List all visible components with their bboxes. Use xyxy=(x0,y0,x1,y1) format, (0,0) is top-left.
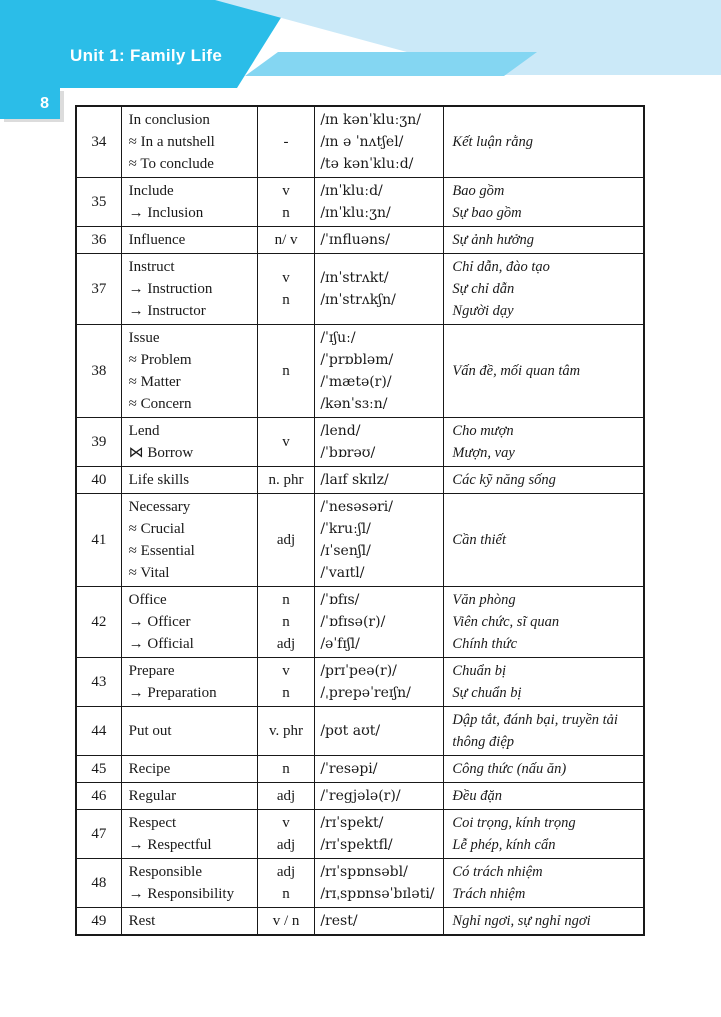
cell-words-line: ≈ To conclude xyxy=(128,156,214,172)
cell-words-line: In conclusion xyxy=(128,112,210,128)
cell-ipa-line: /ˈprɒbləm/ xyxy=(320,352,394,368)
cell-words-line: Responsible xyxy=(128,864,203,880)
cell-pos-line: adj xyxy=(276,532,296,548)
cell-ipa xyxy=(315,325,444,417)
cell-number xyxy=(77,227,122,253)
table-row xyxy=(77,783,643,810)
cell-meaning xyxy=(444,756,643,782)
cell-pos-line: n. phr xyxy=(268,472,304,488)
cell-words-line: Prepare xyxy=(128,663,175,679)
cell-meaning-line: Kết luận rằng xyxy=(452,134,533,150)
cell-number-line: 37 xyxy=(91,281,107,297)
cell-pos xyxy=(258,178,316,226)
cell-pos-line: adj xyxy=(276,864,296,880)
cell-ipa xyxy=(315,587,444,657)
unit-title: Unit 1: Family Life xyxy=(70,46,223,65)
cell-pos-line: v xyxy=(282,434,290,450)
cell-ipa xyxy=(315,467,444,493)
cell-meaning xyxy=(444,587,643,657)
table-row xyxy=(77,658,643,707)
cell-number-line: 34 xyxy=(91,134,107,150)
cell-words-line: → Instruction xyxy=(128,281,213,297)
cell-ipa-line: /ɪnˈstrʌkʃn/ xyxy=(320,292,396,308)
cell-words-line: ≈ Concern xyxy=(128,396,192,412)
cell-pos-line: - xyxy=(283,134,289,150)
cell-words-line: → Official xyxy=(128,636,194,652)
cell-words-line: → Officer xyxy=(128,614,191,630)
cell-pos xyxy=(258,587,316,657)
cell-meaning-line: Mượn, vay xyxy=(452,445,515,461)
cell-number xyxy=(77,707,122,755)
cell-number xyxy=(77,494,122,586)
cell-number xyxy=(77,178,122,226)
cell-words xyxy=(122,859,258,907)
cell-words xyxy=(122,227,258,253)
cell-ipa xyxy=(315,908,444,934)
cell-meaning xyxy=(444,810,643,858)
cell-pos xyxy=(258,107,316,177)
cell-meaning xyxy=(444,107,643,177)
table-row xyxy=(77,756,643,783)
cell-words-line: ≈ Problem xyxy=(128,352,192,368)
table-row xyxy=(77,810,643,859)
table-row xyxy=(77,707,643,756)
cell-ipa-line: /ɪnˈkluːʒn/ xyxy=(320,205,391,221)
cell-words xyxy=(122,756,258,782)
cell-ipa-line: /rɪˈspektfl/ xyxy=(320,837,393,853)
cell-words-line: → Responsibility xyxy=(128,886,235,902)
cell-number-line: 44 xyxy=(91,723,107,739)
table-row xyxy=(77,494,643,587)
cell-ipa-line: /laɪf skɪlz/ xyxy=(320,472,389,488)
cell-ipa xyxy=(315,783,444,809)
cell-pos-line: n/ v xyxy=(274,232,298,248)
cell-ipa-line: /rɪˈspɒnsəbl/ xyxy=(320,864,408,880)
cell-meaning-line: Văn phòng xyxy=(452,592,516,608)
cell-words xyxy=(122,658,258,706)
cell-number xyxy=(77,467,122,493)
cell-words xyxy=(122,418,258,466)
cell-number xyxy=(77,908,122,934)
table-row xyxy=(77,325,643,418)
cell-ipa xyxy=(315,859,444,907)
cell-meaning-line: Bao gồm xyxy=(452,183,505,199)
cell-number xyxy=(77,418,122,466)
cell-ipa-line: /ɪn ə ˈnʌtʃel/ xyxy=(320,134,404,150)
cell-meaning xyxy=(444,494,643,586)
cell-number-line: 39 xyxy=(91,434,107,450)
cell-number xyxy=(77,756,122,782)
cell-ipa-line: /prɪˈpeə(r)/ xyxy=(320,663,397,679)
cell-meaning-line: Cho mượn xyxy=(452,423,514,439)
cell-ipa xyxy=(315,254,444,324)
cell-pos-line: n xyxy=(282,614,290,630)
cell-meaning xyxy=(444,178,643,226)
cell-ipa-line: /rɪˈspekt/ xyxy=(320,815,384,831)
cell-number xyxy=(77,783,122,809)
cell-meaning-line: Sự ảnh hưởng xyxy=(452,232,534,248)
cell-ipa xyxy=(315,810,444,858)
table-row xyxy=(77,107,643,178)
cell-words-line: → Respectful xyxy=(128,837,212,853)
cell-words-line: Respect xyxy=(128,815,177,831)
cell-ipa-line: /rɪˌspɒnsəˈbɪləti/ xyxy=(320,886,435,902)
cell-number-line: 48 xyxy=(91,875,107,891)
table-row xyxy=(77,467,643,494)
cell-meaning-line: Trách nhiệm xyxy=(452,886,526,902)
cell-pos-line: n xyxy=(282,205,290,221)
table-row xyxy=(77,418,643,467)
cell-pos xyxy=(258,494,316,586)
cell-meaning xyxy=(444,254,643,324)
table-row xyxy=(77,859,643,908)
cell-words-line: Rest xyxy=(128,913,156,929)
cell-meaning xyxy=(444,783,643,809)
cell-pos xyxy=(258,418,316,466)
page-number: 8 xyxy=(40,94,49,112)
cell-meaning-line: Cần thiết xyxy=(452,532,506,548)
cell-number-line: 40 xyxy=(91,472,107,488)
cell-pos-line: adj xyxy=(276,636,296,652)
cell-pos-line: n xyxy=(282,292,290,308)
cell-words xyxy=(122,494,258,586)
table-row xyxy=(77,587,643,658)
cell-words-line: ≈ Crucial xyxy=(128,521,185,537)
cell-pos-line: n xyxy=(282,886,290,902)
table-row xyxy=(77,178,643,227)
table-row xyxy=(77,254,643,325)
cell-meaning-line: Coi trọng, kính trọng xyxy=(452,815,576,831)
cell-ipa-line: /ˈvaɪtl/ xyxy=(320,565,365,581)
cell-words xyxy=(122,107,258,177)
cell-words xyxy=(122,325,258,417)
cell-pos xyxy=(258,810,316,858)
cell-pos-line: adj xyxy=(276,788,296,804)
cell-words-line: Necessary xyxy=(128,499,191,515)
cell-number-line: 35 xyxy=(91,194,107,210)
cell-words-line: → Inclusion xyxy=(128,205,204,221)
cell-words xyxy=(122,178,258,226)
cell-words-line: Regular xyxy=(128,788,177,804)
cell-ipa xyxy=(315,227,444,253)
cell-meaning-line: Sự chuẩn bị xyxy=(452,685,522,701)
cell-meaning-line: Chỉ dẫn, đào tạo xyxy=(452,259,550,275)
cell-ipa-line: /ˈɪʃuː/ xyxy=(320,330,356,346)
cell-words xyxy=(122,908,258,934)
cell-pos-line: n xyxy=(282,761,290,777)
cell-pos-line: adj xyxy=(276,837,296,853)
cell-words xyxy=(122,783,258,809)
cell-ipa-line: /tə kənˈkluːd/ xyxy=(320,156,414,172)
cell-pos-line: v xyxy=(282,663,290,679)
cell-pos xyxy=(258,783,316,809)
cell-ipa xyxy=(315,756,444,782)
cell-ipa-line: /lend/ xyxy=(320,423,361,439)
cell-pos xyxy=(258,756,316,782)
cell-meaning xyxy=(444,467,643,493)
cell-meaning xyxy=(444,418,643,466)
cell-words-line: Office xyxy=(128,592,167,608)
cell-words-line: Life skills xyxy=(128,472,190,488)
cell-meaning xyxy=(444,658,643,706)
cell-ipa-line: /ˈɒfɪs/ xyxy=(320,592,360,608)
cell-ipa-line: /ˈbɒrəʊ/ xyxy=(320,445,376,461)
cell-ipa xyxy=(315,494,444,586)
cell-words-line: ⋈ Borrow xyxy=(128,445,194,461)
cell-ipa-line: /ˈɪnfluəns/ xyxy=(320,232,390,248)
cell-meaning xyxy=(444,227,643,253)
cell-meaning-line: Đều đặn xyxy=(452,788,502,804)
cell-pos-line: v. phr xyxy=(269,723,304,739)
cell-pos-line: n xyxy=(282,685,290,701)
cell-pos xyxy=(258,658,316,706)
cell-ipa-line: /pʊt aʊt/ xyxy=(320,723,381,739)
cell-meaning xyxy=(444,859,643,907)
cell-number xyxy=(77,810,122,858)
cell-words-line: Put out xyxy=(128,723,172,739)
cell-ipa-line: /ˈregjələ(r)/ xyxy=(320,788,401,804)
header-mid-blue-stripe xyxy=(245,52,537,76)
cell-number-line: 41 xyxy=(91,532,107,548)
cell-ipa-line: /ˈmætə(r)/ xyxy=(320,374,392,390)
cell-meaning-line: Sự bao gồm xyxy=(452,205,522,221)
cell-number-line: 46 xyxy=(91,788,107,804)
cell-meaning-line: Người dạy xyxy=(452,303,514,319)
cell-words-line: Include xyxy=(128,183,174,199)
cell-meaning-line: Nghỉ ngơi, sự nghỉ ngơi xyxy=(452,913,591,929)
cell-meaning-line: Có trách nhiệm xyxy=(452,864,543,880)
cell-meaning xyxy=(444,908,643,934)
cell-meaning xyxy=(444,325,643,417)
table-row xyxy=(77,227,643,254)
cell-words xyxy=(122,587,258,657)
cell-ipa xyxy=(315,107,444,177)
cell-ipa-line: /ˈɒfɪsə(r)/ xyxy=(320,614,386,630)
cell-pos-line: v / n xyxy=(272,913,300,929)
cell-ipa xyxy=(315,418,444,466)
cell-number xyxy=(77,254,122,324)
cell-number-line: 47 xyxy=(91,826,107,842)
cell-ipa-line: /rest/ xyxy=(320,913,358,929)
cell-number xyxy=(77,658,122,706)
cell-words xyxy=(122,254,258,324)
cell-words-line: Influence xyxy=(128,232,186,248)
cell-ipa-line: /əˈfɪʃl/ xyxy=(320,636,360,652)
cell-number-line: 36 xyxy=(91,232,107,248)
cell-words-line: → Instructor xyxy=(128,303,206,319)
cell-pos xyxy=(258,707,316,755)
cell-words-line: ≈ Vital xyxy=(128,565,170,581)
cell-meaning-line: Chính thức xyxy=(452,636,518,652)
cell-words xyxy=(122,467,258,493)
cell-ipa xyxy=(315,178,444,226)
cell-pos xyxy=(258,254,316,324)
cell-pos xyxy=(258,227,316,253)
cell-number xyxy=(77,587,122,657)
page-number-badge xyxy=(0,88,60,119)
cell-words xyxy=(122,707,258,755)
cell-words-line: → Preparation xyxy=(128,685,217,701)
cell-number xyxy=(77,859,122,907)
cell-ipa xyxy=(315,707,444,755)
cell-pos-line: v xyxy=(282,270,290,286)
cell-number xyxy=(77,107,122,177)
cell-meaning xyxy=(444,707,643,755)
cell-meaning-line: Công thức (nấu ăn) xyxy=(452,761,567,777)
cell-ipa-line: /ˈnesəsəri/ xyxy=(320,499,394,515)
cell-ipa-line: /ɪˈsenʃl/ xyxy=(320,543,371,559)
cell-pos-line: v xyxy=(282,815,290,831)
cell-meaning-line: Vấn đề, mối quan tâm xyxy=(452,363,581,379)
cell-words xyxy=(122,810,258,858)
cell-ipa-line: /ˌprepəˈreɪʃn/ xyxy=(320,685,411,701)
cell-words-line: Instruct xyxy=(128,259,175,275)
table-row xyxy=(77,908,643,934)
cell-words-line: ≈ In a nutshell xyxy=(128,134,215,150)
cell-meaning-line: Dập tắt, đánh bại, truyền tải xyxy=(452,712,618,728)
cell-ipa-line: /kənˈsɜːn/ xyxy=(320,396,388,412)
cell-pos xyxy=(258,325,316,417)
cell-number-line: 42 xyxy=(91,614,107,630)
cell-pos-line: n xyxy=(282,363,290,379)
cell-number-line: 38 xyxy=(91,363,107,379)
cell-pos xyxy=(258,859,316,907)
cell-ipa-line: /ɪnˈstrʌkt/ xyxy=(320,270,389,286)
cell-words-line: Issue xyxy=(128,330,160,346)
cell-number xyxy=(77,325,122,417)
cell-pos xyxy=(258,467,316,493)
cell-number-line: 45 xyxy=(91,761,107,777)
cell-pos-line: v xyxy=(282,183,290,199)
cell-ipa-line: /ˈresəpi/ xyxy=(320,761,378,777)
cell-words-line: Recipe xyxy=(128,761,171,777)
cell-meaning-line: Chuẩn bị xyxy=(452,663,506,679)
cell-ipa-line: /ɪn kənˈkluːʒn/ xyxy=(320,112,421,128)
cell-pos-line: n xyxy=(282,592,290,608)
cell-meaning-line: Lễ phép, kính cẩn xyxy=(452,837,556,853)
cell-words-line: Lend xyxy=(128,423,160,439)
cell-words-line: ≈ Essential xyxy=(128,543,195,559)
cell-number-line: 43 xyxy=(91,674,107,690)
cell-ipa-line: /ɪnˈkluːd/ xyxy=(320,183,383,199)
cell-meaning-line: Các kỹ năng sống xyxy=(452,472,556,488)
cell-number-line: 49 xyxy=(91,913,107,929)
cell-meaning-line: Sự chỉ dẫn xyxy=(452,281,515,297)
cell-meaning-line: Viên chức, sĩ quan xyxy=(452,614,560,630)
cell-pos xyxy=(258,908,316,934)
cell-words-line: ≈ Matter xyxy=(128,374,181,390)
cell-ipa xyxy=(315,658,444,706)
cell-ipa-line: /ˈkruːʃl/ xyxy=(320,521,371,537)
vocabulary-table xyxy=(75,105,645,936)
cell-meaning-line: thông điệp xyxy=(452,734,515,750)
